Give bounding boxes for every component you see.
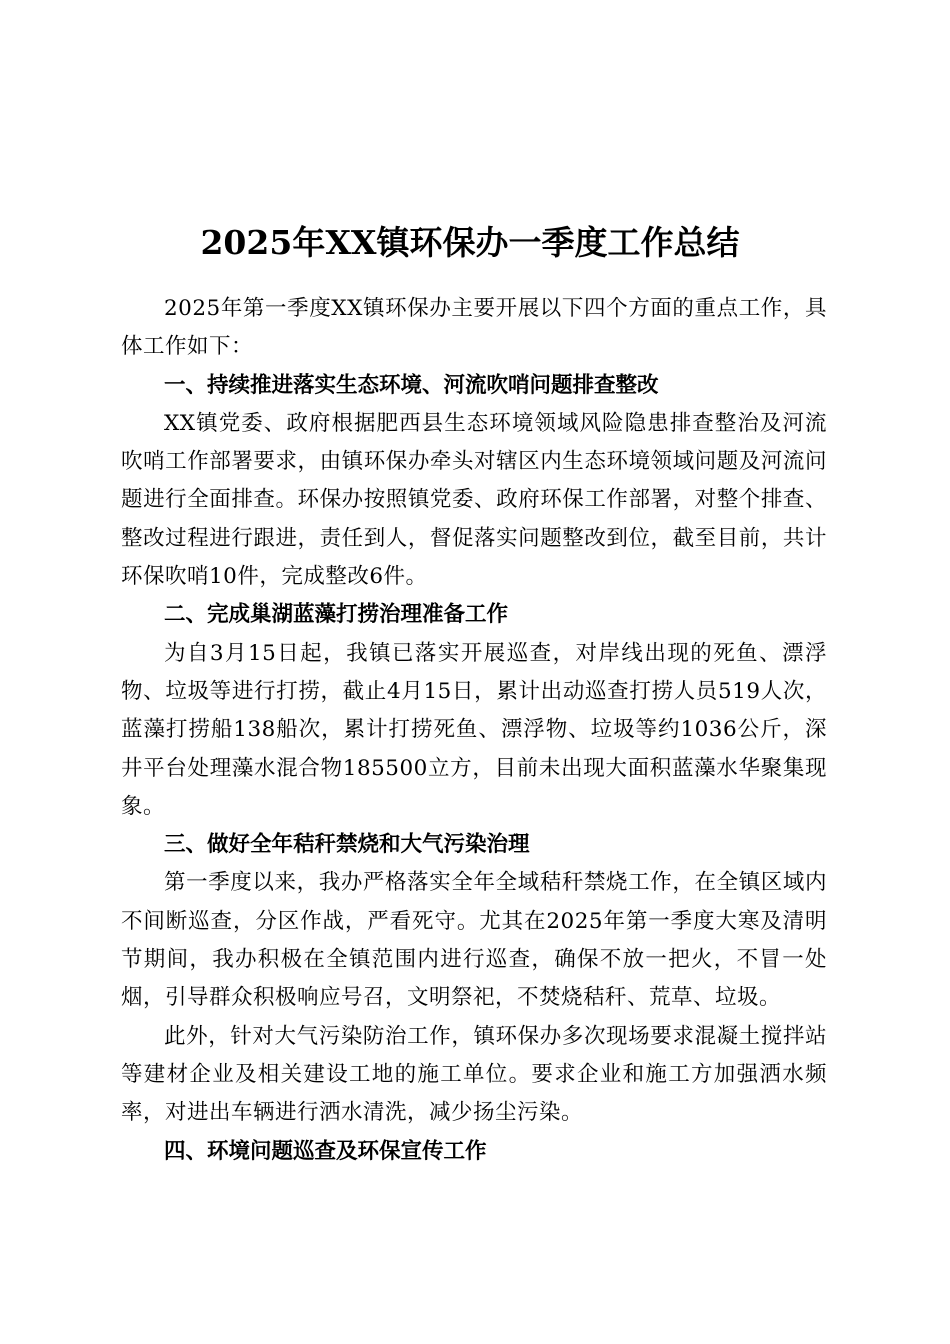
intro-paragraph: 2025年第一季度XX镇环保办主要开展以下四个方面的重点工作，具体工作如下： — [121, 296, 827, 360]
section-3-heading: 三、做好全年秸秆禁烧和大气污染治理 — [164, 832, 530, 858]
section-2-heading: 二、完成巢湖蓝藻打捞治理准备工作 — [164, 602, 509, 628]
section-3-paragraph-1: 第一季度以来，我办严格落实全年全域秸秆禁烧工作，在全镇区域内不间断巡查，分区作战，严看死守。尤其在2025年第一季度大寒及清明节期间，我办积极在全镇范围内进行巡查，确保不放一把火，不冒一处烟，引导群众积极响应号召，文明祭祀，不焚烧秸秆、荒草、垃圾。 — [121, 870, 827, 1011]
section-4-heading: 四、环境问题巡查及环保宣传工作 — [164, 1138, 487, 1164]
document-body — [121, 290, 827, 1171]
section-1-heading: 一、持续推进落实生态环境、河流吹哨问题排查整改 — [164, 372, 659, 398]
document-title: 2025年XX镇环保办一季度工作总结 — [200, 223, 740, 263]
section-1-paragraph: XX镇党委、政府根据肥西县生态环境领域风险隐患排查整治及河流吹哨工作部署要求，由镇环保办牵头对辖区内生态环境领域问题及河流问题进行全面排查。环保办按照镇党委、政府环保工作部署，对整个排查、整改过程进行跟进，责任到人，督促落实问题整改到位，截至目前，共计环保吹哨10件，完成整改6件。 — [121, 410, 827, 590]
section-3-paragraph-2: 此外，针对大气污染防治工作，镇环保办多次现场要求混凝土搅拌站等建材企业及相关建设工地的施工单位。要求企业和施工方加强洒水频率，对进出车辆进行洒水清洗，减少扬尘污染。 — [121, 1023, 827, 1126]
section-2-paragraph: 为自3月15日起，我镇已落实开展巡查，对岸线出现的死鱼、漂浮物、垃圾等进行打捞，截止4月15日，累计出动巡查打捞人员519人次，蓝藻打捞船138船次，累计打捞死鱼、漂浮物、垃圾等约1036公斤，深井平台处理藻水混合物185500立方，目前未出现大面积蓝藻水华聚集现象。 — [121, 640, 827, 819]
